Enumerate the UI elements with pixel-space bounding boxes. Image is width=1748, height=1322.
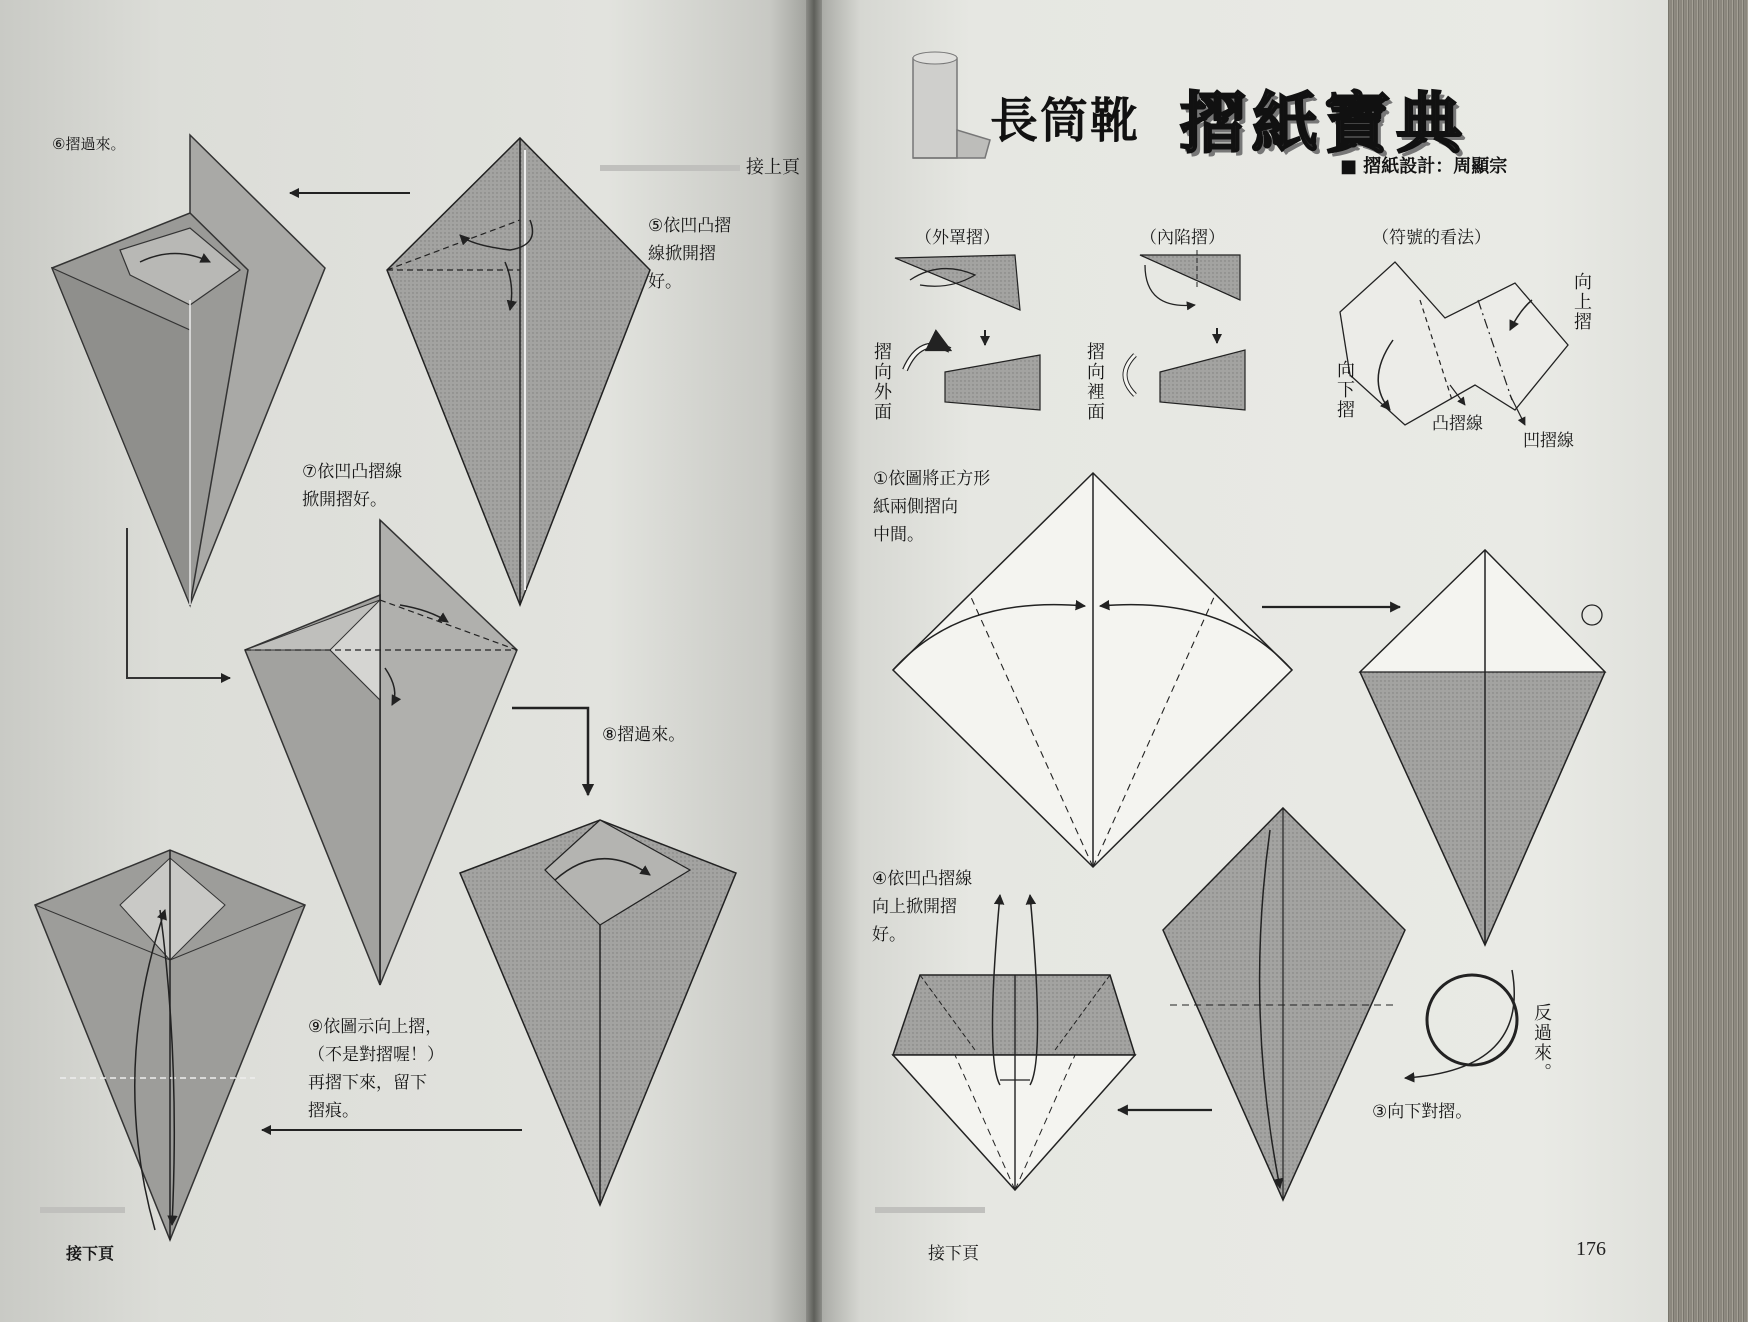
inside-reverse-fold-label: （內陷摺） <box>1140 228 1225 248</box>
arrow-to-step8 <box>512 708 588 795</box>
next-page-label-right: 接下頁 <box>928 1244 979 1264</box>
step8-diagram <box>460 820 736 1205</box>
step5-caption: ⑤依凹凸摺 線掀開摺 好。 <box>648 216 732 292</box>
mountain-fold-line-label: 凸摺線 <box>1432 414 1483 434</box>
valley-fold-line-label: 凹摺線 <box>1523 431 1574 451</box>
boot-icon <box>913 52 990 158</box>
step3-diagram <box>1163 808 1405 1200</box>
step4-caption: ④依凹凸摺線 向上掀開摺 好。 <box>872 869 973 945</box>
outside-reverse-fold-caption: 摺向外面 <box>871 342 892 422</box>
inside-reverse-fold-diagram <box>1125 250 1245 410</box>
step7-caption: ⑦依凹凸摺線 掀開摺好。 <box>302 462 403 510</box>
next-page-label-left: 接下頁 <box>66 1244 115 1263</box>
step6-caption: ⑥摺過來。 <box>52 135 126 153</box>
designer-credit: ■ 摺紙設計：周顯宗 <box>1340 156 1508 177</box>
step1-caption: ①依圖將正方形 紙兩側摺向 中間。 <box>873 469 991 545</box>
fold-up-label: 向上摺 <box>1571 272 1592 332</box>
fold-symbols-diagram <box>1340 262 1568 425</box>
outside-reverse-fold-diagram <box>895 255 1040 410</box>
symbols-label: （符號的看法） <box>1372 228 1491 248</box>
fold-down-label: 向下摺 <box>1334 360 1355 420</box>
continued-from-label: 接上頁 <box>746 157 800 178</box>
inside-reverse-fold-caption: 摺向裡面 <box>1084 342 1105 422</box>
step5-diagram <box>387 138 650 605</box>
page-number: 176 <box>1576 1238 1606 1260</box>
book-series-title: 摺紙寶典 <box>1180 85 1468 162</box>
flip-over-caption: 反過來。 <box>1531 1003 1552 1083</box>
page-title: 長筒靴 <box>990 93 1141 149</box>
step8-caption: ⑧摺過來。 <box>602 725 686 745</box>
step9-diagram <box>35 850 305 1240</box>
outside-reverse-fold-label: （外罩摺） <box>915 228 1000 248</box>
step9-caption: ⑨依圖示向上摺， （不是對摺喔！） 再摺下來，留下 摺痕。 <box>308 1017 444 1121</box>
step3-caption: ③向下對摺。 <box>1372 1102 1473 1122</box>
flip-over-symbol <box>1405 970 1517 1078</box>
step2-diagram <box>1360 550 1605 945</box>
step6-diagram <box>52 135 325 605</box>
